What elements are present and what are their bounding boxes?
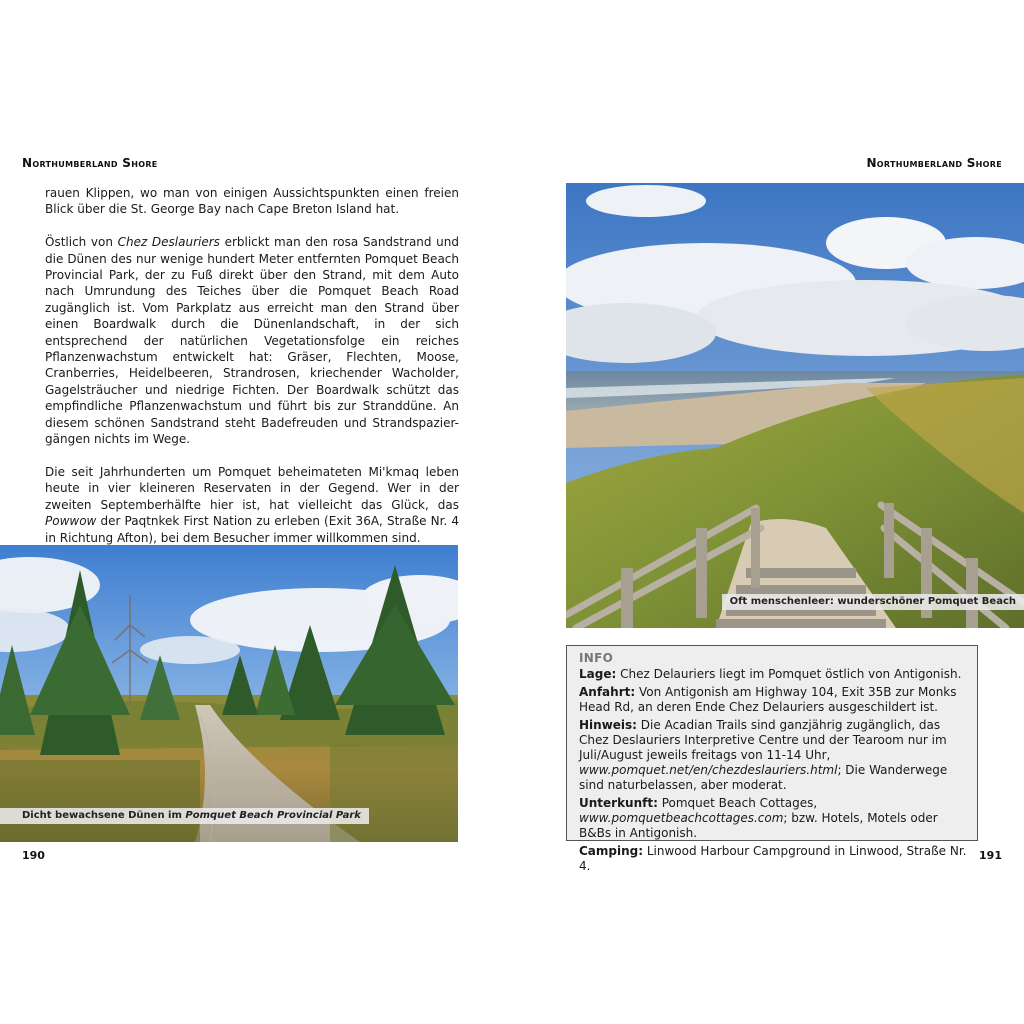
- left-body-text: [45, 185, 459, 562]
- info-camping: [579, 844, 967, 874]
- paragraph-1: rauen Klippen, wo man von einigen Aussichtspunkten einen freien Blick über die St. George Bay nach Cape Breton Island hat.: [45, 186, 459, 217]
- paragraph-2-rest: erblickt man den rosa Sandstrand und die Dünen des nur wenige hundert Meter entfernten Pomquet Beach Provincial Park, der zu Fuß direkt über den Strand, mit dem Auto nach Umrundung des Teiches über die Pomquet Beach Road zugänglich ist. Vom Parkplatz aus erreicht man den Strand über einen Boardwalk durch die Dünenlandschaft, in der sich entsprechend der natürlichen Vegetationsfolge ein reiches Pflanzenwachstum entwickelt hat: Gräser, Flechten, Moose, Cranberries, Heidelbeeren, Strandrosen, kriechender Wacholder, Gagelsträucher und niedrige Fichten. Der Boardwalk schützt das empfindliche Pflanzenwachstum und führt bis zur Stranddüne. An diesem schönen Sandstrand steht Badefreuden und Strandspazier-gängen nichts im Wege.: [45, 235, 459, 447]
- paragraph-3-emphasis: Powwow: [45, 514, 97, 529]
- info-camping-label: Camping:: [579, 844, 644, 858]
- info-hinweis-label: Hinweis:: [579, 718, 637, 732]
- info-unterkunft-label: Unterkunft:: [579, 796, 658, 810]
- paragraph-3-rest: der Paqtnkek First Nation zu erleben (Exit 36A, Straße Nr. 4 in Richtung Afton), bei dem Besucher immer willkommen sind.: [45, 514, 459, 545]
- info-unterkunft: [579, 796, 967, 841]
- paragraph-3-start: Die seit Jahrhunderten um Pomquet beheimateten Mi'kmaq leben heute in vier kleineren Reservaten in der Gegend. Wer in der zweiten Septemberhälfte hier ist, hat vielleicht das Glück, das: [45, 464, 459, 512]
- info-hinweis: [579, 718, 967, 793]
- info-unterkunft-text2: ; bzw. Hotels, Motels oder B&Bs in Antigonish.: [579, 811, 938, 840]
- info-hinweis-text: Die Acadian Trails sind ganzjährig zugänglich, das Chez Deslauriers Interpretive Centre und der Tearoom nur im Juli/August jeweils freitags von 11-14 Uhr,: [579, 718, 947, 762]
- info-lage-text: Chez Delauriers liegt im Pomquet östlich von Antigonish.: [616, 667, 962, 681]
- info-unterkunft-text: Pomquet Beach Cottages,: [657, 796, 818, 810]
- info-anfahrt-text: Von Antigonish am Highway 104, Exit 35B zur Monks Head Rd, an deren Ende Chez Delauriers ausgeschildert ist.: [579, 685, 957, 714]
- photo-dunes-boardwalk: [0, 545, 458, 842]
- info-anfahrt-label: Anfahrt:: [579, 685, 636, 699]
- paragraph-2-emphasis: Chez Deslauriers: [117, 235, 220, 250]
- info-anfahrt: [579, 685, 967, 715]
- caption-left-emphasis: Pomquet Beach Provincial Park: [185, 810, 361, 821]
- info-hinweis-text2: ; Die Wanderwege sind naturbelassen, aber moderat.: [579, 763, 948, 792]
- info-lage-label: Lage:: [579, 667, 617, 681]
- page-number-right: 191: [979, 849, 1002, 862]
- info-hinweis-url: www.pomquet.net/en/chezdeslauriers.html: [579, 763, 838, 777]
- caption-right-photo: Oft menschenleer: wunderschöner Pomquet Beach: [722, 594, 1024, 610]
- paragraph-3: [45, 464, 459, 546]
- info-box: [566, 645, 978, 873]
- caption-left-start: Dicht bewachsene Dünen im: [22, 810, 186, 821]
- info-title: INFO: [579, 651, 614, 665]
- info-lage: [579, 667, 967, 682]
- running-head-right: Northumberland Shore: [866, 156, 1002, 170]
- info-camping-text: Linwood Harbour Campground in Linwood, Straße Nr. 4.: [579, 844, 967, 873]
- page-number-left: 190: [22, 849, 45, 862]
- paragraph-2: [45, 234, 459, 447]
- caption-left-photo: [0, 808, 369, 824]
- photo-pomquet-beach: [566, 183, 1024, 628]
- paragraph-2-start: Östlich von: [45, 235, 118, 250]
- running-head-left: Northumberland Shore: [22, 156, 158, 170]
- info-unterkunft-url: www.pomquetbeachcottages.com: [579, 811, 784, 825]
